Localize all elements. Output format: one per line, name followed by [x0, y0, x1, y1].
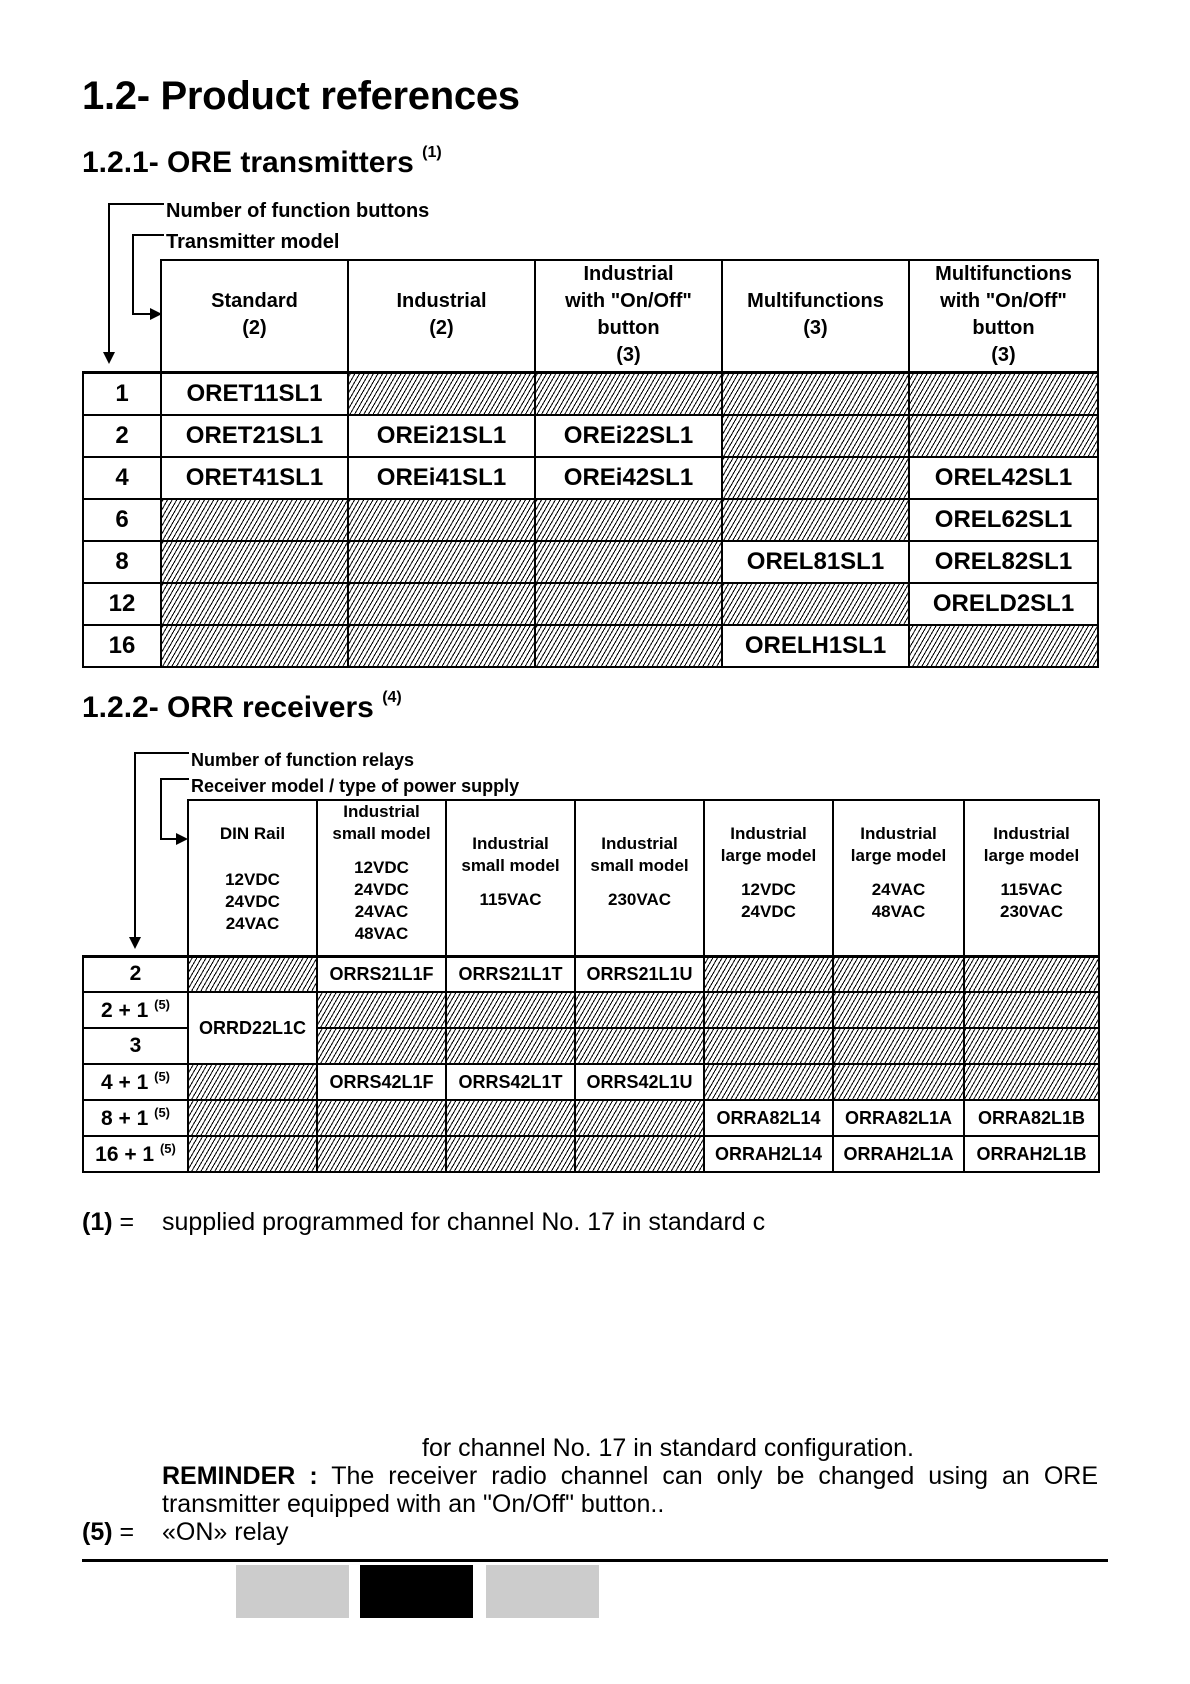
table-cell: OREL62SL1 [909, 499, 1098, 541]
column-header: Industrial with "On/Off" button (3) [535, 260, 722, 373]
table-row [83, 415, 1098, 457]
receivers-corner-cell [83, 800, 188, 956]
unavailable-cell [535, 373, 722, 415]
table-cell: ORET11SL1 [161, 373, 348, 415]
row-label: 2 [83, 956, 188, 992]
table-cell: ORRS21L1F [317, 956, 446, 992]
label-receiver-model: Receiver model / type of power supply [191, 776, 520, 796]
table-cell: OREi22SL1 [535, 415, 722, 457]
table-row [83, 373, 1098, 415]
unavailable-cell [535, 625, 722, 667]
table-cell: ORRS42L1F [317, 1064, 446, 1100]
column-header: Multifunctions (3) [722, 260, 909, 373]
unavailable-cell [348, 499, 535, 541]
table-row [83, 1100, 1099, 1136]
row-label: 8 + 1 $^{(5)}$ [83, 1100, 188, 1136]
table-cell: ORRS21L1U [575, 956, 704, 992]
table-cell: ORRD22L1C [188, 992, 317, 1064]
table-cell: ORRAH2L1A [833, 1136, 964, 1172]
unavailable-cell [317, 1100, 446, 1136]
column-header: Industrial small model 230VAC [575, 800, 704, 956]
unavailable-cell [909, 625, 1098, 667]
unavailable-cell [722, 457, 909, 499]
note-1: (1) = [82, 1208, 135, 1236]
column-header: Industrial large model 24VAC 48VAC [833, 800, 964, 956]
note-1-text: supplied programmed for channel No. 17 in standard c [162, 1208, 766, 1236]
row-label: 16 [83, 625, 161, 667]
table-cell: OREi21SL1 [348, 415, 535, 457]
unavailable-cell [909, 373, 1098, 415]
table-cell: ORRA82L14 [704, 1100, 833, 1136]
unavailable-cell [161, 541, 348, 583]
unavailable-cell [575, 1100, 704, 1136]
label-number-of-relays: Number of function relays [191, 750, 415, 770]
table-cell: OREL82SL1 [909, 541, 1098, 583]
table-cell: ORELH1SL1 [722, 625, 909, 667]
unavailable-cell [317, 992, 446, 1028]
row-label: 6 [83, 499, 161, 541]
receivers-heading-note: (4) [382, 689, 402, 706]
table-cell: ORET41SL1 [161, 457, 348, 499]
column-header: Industrial (2) [348, 260, 535, 373]
row-label: 8 [83, 541, 161, 583]
table-row [83, 625, 1098, 667]
unavailable-cell [188, 1136, 317, 1172]
table-cell: OREi42SL1 [535, 457, 722, 499]
table-row [83, 583, 1098, 625]
unavailable-cell [722, 499, 909, 541]
column-header: Industrial large model 12VDC 24VDC [704, 800, 833, 956]
transmitters-header-row [83, 260, 1098, 373]
unavailable-cell [161, 583, 348, 625]
unavailable-cell [909, 415, 1098, 457]
unavailable-cell [535, 541, 722, 583]
unavailable-cell [964, 956, 1099, 992]
column-header: Multifunctions with "On/Off" button (3) [909, 260, 1098, 373]
unavailable-cell [446, 1136, 575, 1172]
unavailable-cell [964, 1028, 1099, 1064]
unavailable-cell [722, 583, 909, 625]
row-label: 1 [83, 373, 161, 415]
note-tail-text: for channel No. 17 in standard configuration. [422, 1434, 914, 1462]
unavailable-cell [833, 992, 964, 1028]
note-5-text: «ON» relay [162, 1518, 289, 1546]
unavailable-cell [446, 992, 575, 1028]
unavailable-cell [964, 1064, 1099, 1100]
table-cell: OREi41SL1 [348, 457, 535, 499]
receivers-header-row [83, 800, 1099, 956]
unavailable-cell [348, 541, 535, 583]
unavailable-cell [833, 1028, 964, 1064]
row-label: 2 + 1 $^{(5)}$ [83, 992, 188, 1028]
table-cell: ORRA82L1A [833, 1100, 964, 1136]
unavailable-cell [188, 1064, 317, 1100]
unavailable-cell [348, 625, 535, 667]
footer-tab-right [486, 1565, 599, 1618]
reminder-line-2: transmitter equipped with an "On/Off" button.. [162, 1490, 665, 1518]
table-cell: ORRS42L1U [575, 1064, 704, 1100]
footer-rule [82, 1559, 1108, 1562]
table-row [83, 992, 1099, 1028]
unavailable-cell [188, 1100, 317, 1136]
column-header: Industrial large model 115VAC 230VAC [964, 800, 1099, 956]
row-label: 2 [83, 415, 161, 457]
table-cell: ORRAH2L1B [964, 1136, 1099, 1172]
column-header: Standard (2) [161, 260, 348, 373]
page-title: 1.2- Product references [82, 74, 520, 118]
unavailable-cell [446, 1028, 575, 1064]
unavailable-cell [317, 1028, 446, 1064]
unavailable-cell [704, 992, 833, 1028]
unavailable-cell [575, 992, 704, 1028]
transmitters-table [82, 259, 1099, 668]
transmitters-corner-cell [83, 260, 161, 373]
receivers-table [82, 799, 1100, 1173]
unavailable-cell [964, 992, 1099, 1028]
column-header: Industrial small model 115VAC [446, 800, 575, 956]
unavailable-cell [575, 1136, 704, 1172]
unavailable-cell [704, 1064, 833, 1100]
row-label: 4 + 1 $^{(5)}$ [83, 1064, 188, 1100]
unavailable-cell [704, 956, 833, 992]
label-number-of-buttons: Number of function buttons [166, 200, 430, 222]
column-header: DIN Rail 12VDC 24VDC 24VAC [188, 800, 317, 956]
table-row [83, 457, 1098, 499]
row-label: 12 [83, 583, 161, 625]
unavailable-cell [722, 373, 909, 415]
reminder-line-1: REMINDER : The receiver radio channel can only be changed using an ORE [162, 1462, 1099, 1490]
table-cell: OREL42SL1 [909, 457, 1098, 499]
row-label: 4 [83, 457, 161, 499]
transmitters-heading: 1.2.1- ORE transmitters $^{(1)}$ [82, 144, 442, 179]
column-header: Industrial small model 12VDC 24VDC 24VAC 48VAC [317, 800, 446, 956]
unavailable-cell [722, 415, 909, 457]
table-cell: ORRAH2L14 [704, 1136, 833, 1172]
label-transmitter-model: Transmitter model [166, 231, 340, 253]
unavailable-cell [161, 625, 348, 667]
row-label: 16 + 1 $^{(5)}$ [83, 1136, 188, 1172]
unavailable-cell [161, 499, 348, 541]
unavailable-cell [535, 499, 722, 541]
table-cell: ORELD2SL1 [909, 583, 1098, 625]
unavailable-cell [188, 956, 317, 992]
table-cell: ORET21SL1 [161, 415, 348, 457]
unavailable-cell [535, 583, 722, 625]
table-row [83, 1136, 1099, 1172]
table-row [83, 499, 1098, 541]
table-cell: ORRS21L1T [446, 956, 575, 992]
footer-tab-left [236, 1565, 349, 1618]
table-row [83, 956, 1099, 992]
table-cell: OREL81SL1 [722, 541, 909, 583]
table-cell: ORRS42L1T [446, 1064, 575, 1100]
unavailable-cell [348, 583, 535, 625]
footer-tab-center [360, 1565, 473, 1618]
unavailable-cell [317, 1136, 446, 1172]
row-label: 3 [83, 1028, 188, 1064]
table-row [83, 1064, 1099, 1100]
unavailable-cell [446, 1100, 575, 1136]
table-row [83, 541, 1098, 583]
receivers-heading: 1.2.2- ORR receivers $^{(4)}$ [82, 689, 402, 724]
unavailable-cell [575, 1028, 704, 1064]
note-5: (5) = [82, 1518, 135, 1546]
table-cell: ORRA82L1B [964, 1100, 1099, 1136]
transmitters-heading-note: (1) [422, 144, 442, 161]
unavailable-cell [348, 373, 535, 415]
unavailable-cell [704, 1028, 833, 1064]
unavailable-cell [833, 1064, 964, 1100]
unavailable-cell [833, 956, 964, 992]
